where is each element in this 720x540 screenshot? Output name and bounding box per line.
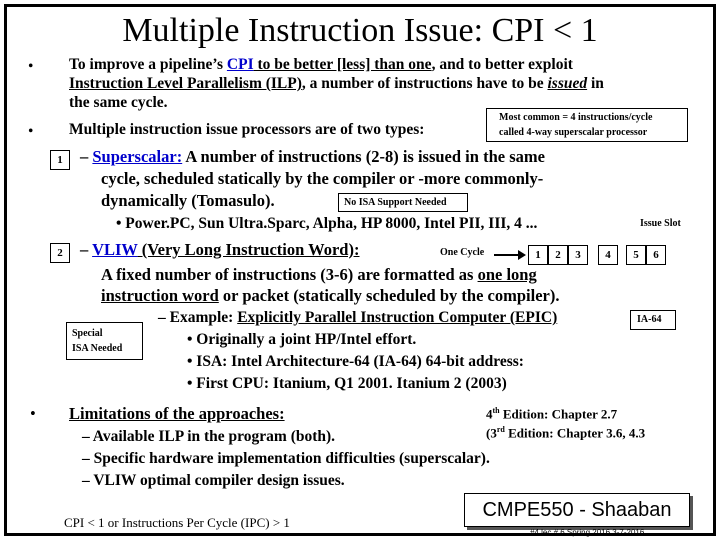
edition-number: 4: [486, 406, 493, 422]
vliw-expansion: (Very Long Instruction Word):: [137, 240, 360, 259]
edition-line2: [486, 425, 645, 441]
bullet1-line2-rest: , a number of instructions have to be: [301, 75, 548, 92]
bullet1-line3: the same cycle.: [69, 94, 168, 111]
superscalar-line2: cycle, scheduled statically by the compiler or -more commonly-: [101, 169, 544, 188]
epic-term: Explicitly Parallel Instruction Computer (EPIC): [237, 309, 558, 326]
ia64-box: [630, 310, 676, 330]
no-isa-box: [338, 193, 468, 212]
limitations-heading: Limitations of the approaches:: [69, 404, 285, 423]
special-isa-box: [66, 322, 143, 360]
edition-line1: [486, 406, 617, 422]
dash: –: [158, 309, 166, 326]
slot-2: 2: [548, 245, 568, 265]
note-common-line1: Most common = 4 instructions/cycle: [499, 112, 653, 123]
slide-meta: #4 lec # 6 Spring 2016 3-7-2016: [530, 528, 645, 537]
note-common-box: [486, 108, 688, 142]
one-long-term: one long: [477, 265, 537, 284]
one-cycle-label: One Cycle: [440, 247, 485, 258]
superscalar-line1: [80, 147, 545, 167]
vliw-term: VLIW: [92, 240, 138, 259]
bullet-marker: •: [28, 123, 34, 140]
bullet1-line2: [69, 75, 604, 93]
vliw-line2-text: A fixed number of instructions (3-6) are formatted as: [101, 265, 478, 284]
dash: –: [80, 147, 89, 166]
arrow-right-icon: [494, 249, 526, 261]
special-line2: ISA Needed: [72, 343, 123, 354]
bullet1-text-a: To improve a pipeline’s: [69, 56, 227, 73]
limitation-item-3: – VLIW optimal compiler design issues.: [82, 472, 345, 489]
bullet2-text: Multiple instruction issue processors are of two types:: [69, 121, 425, 138]
issue-slot-label: Issue Slot: [640, 218, 681, 229]
example-line: [158, 309, 557, 327]
slot-5: 5: [626, 245, 646, 265]
bullet-marker: •: [30, 404, 36, 423]
better-than-one: to be better [less] than one: [253, 56, 432, 73]
course-label: CMPE550 - Shaaban: [464, 493, 690, 527]
edition2-chapter: Edition: Chapter 3.6, 4.3: [504, 425, 646, 441]
example-item-2: • ISA: Intel Architecture-64 (IA-64) 64-bit address:: [187, 353, 524, 370]
bullet1-text-c: , and to better exploit: [431, 56, 573, 73]
note-common-line2: called 4-way superscalar processor: [499, 127, 648, 138]
example-item-3: • First CPU: Itanium, Q1 2001. Itanium 2 (2003): [187, 375, 507, 392]
type-number-1: 1: [50, 150, 70, 170]
vliw-line3: [101, 286, 559, 306]
limitation-item-1: – Available ILP in the program (both).: [82, 428, 336, 445]
instruction-word-term: instruction word: [101, 286, 219, 305]
vliw-line1: [80, 240, 359, 260]
ilp-term: Instruction Level Parallelism (ILP): [69, 75, 302, 92]
cpi-term: CPI: [226, 56, 254, 73]
slot-1: 1: [528, 245, 548, 265]
type-number-2: 2: [50, 243, 70, 263]
vliw-line2: [101, 265, 537, 285]
edition-chapter: Edition: Chapter 2.7: [499, 406, 618, 422]
slot-4: 4: [598, 245, 618, 265]
slot-3: 3: [568, 245, 588, 265]
special-line1: Special: [72, 328, 103, 339]
edition-suffix: th: [492, 406, 500, 415]
edition2-number: (3: [486, 425, 497, 441]
edition2-suffix: rd: [496, 425, 505, 434]
no-isa-label: No ISA Support Needed: [344, 197, 447, 208]
slide-title: Multiple Instruction Issue: CPI < 1: [122, 12, 598, 49]
bullet1-line1: [69, 56, 573, 74]
superscalar-term: Superscalar:: [92, 147, 183, 166]
issued-term: issued: [547, 75, 588, 92]
bullet1-in: in: [587, 75, 604, 92]
vliw-line3-rest: or packet (statically scheduled by the compiler).: [218, 286, 560, 305]
superscalar-line1-rest: A number of instructions (2-8) is issued in the same: [182, 147, 545, 166]
example-label: Example:: [169, 309, 238, 326]
slot-6: 6: [646, 245, 666, 265]
example-item-1: • Originally a joint HP/Intel effort.: [187, 331, 417, 348]
dash: –: [80, 240, 89, 259]
superscalar-examples: • Power.PC, Sun Ultra.Sparc, Alpha, HP 8000, Intel PII, III, 4 ...: [116, 215, 538, 232]
cpi-definition: CPI < 1 or Instructions Per Cycle (IPC) > 1: [64, 515, 290, 530]
superscalar-line3: dynamically (Tomasulo).: [101, 191, 275, 210]
limitation-item-2: – Specific hardware implementation difficulties (superscalar).: [82, 450, 490, 467]
ia64-label: IA-64: [637, 314, 662, 325]
bullet-marker: •: [28, 58, 34, 75]
